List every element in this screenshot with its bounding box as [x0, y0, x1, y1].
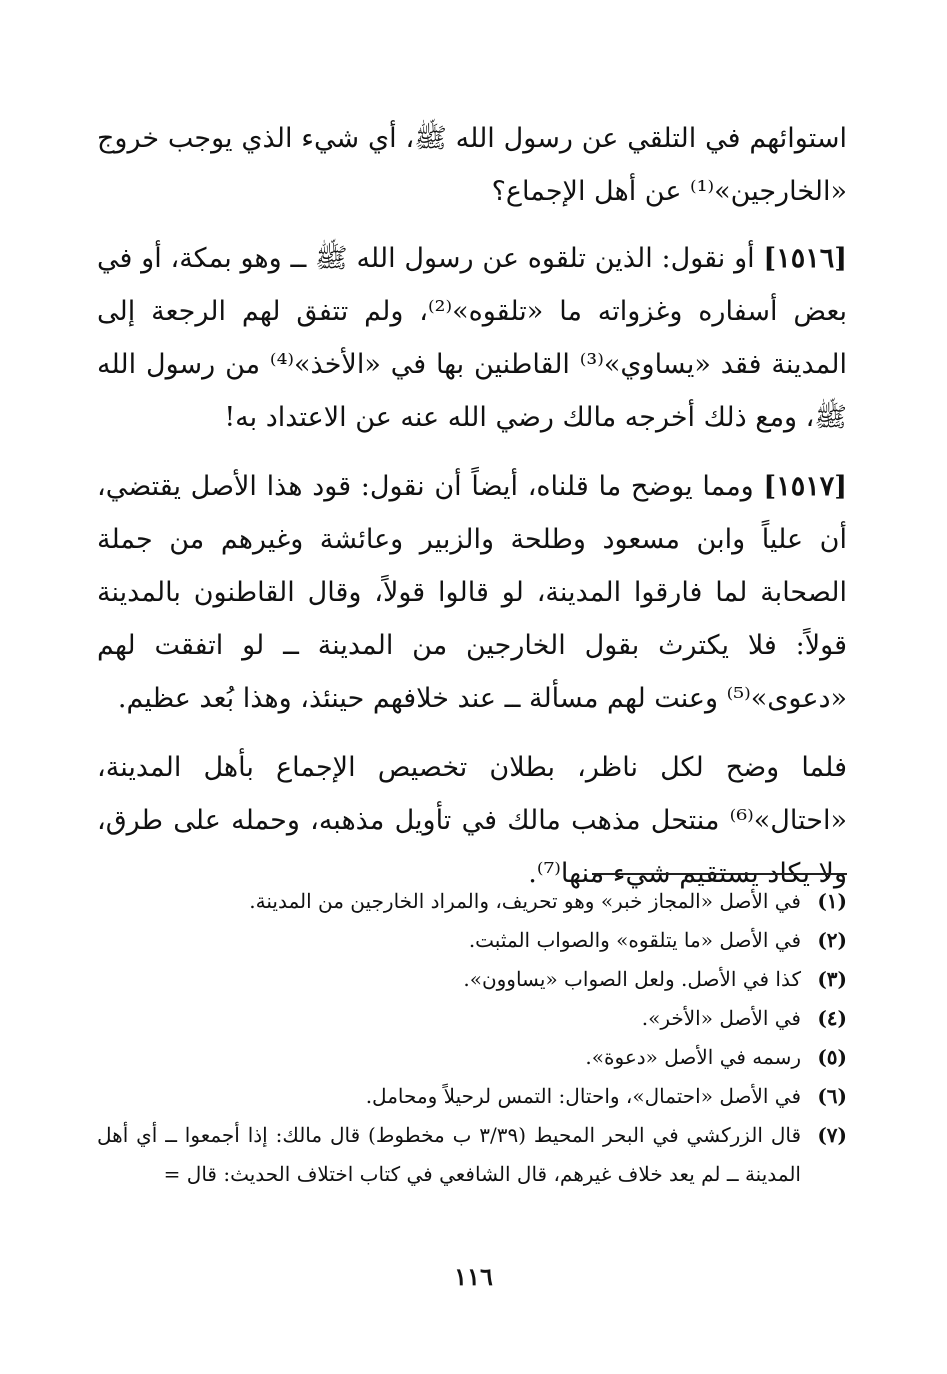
footnote-text: رسمه في الأصل «دعوة». [585, 1045, 801, 1069]
paragraph-number: [١٥١٦] [763, 243, 847, 274]
footnote-6 [97, 1077, 847, 1116]
footnote-text: في الأصل «احتمال»، واحتال: التمس لرحيلاً ومحامل. [365, 1084, 801, 1108]
page-number: ١١٦ [454, 1262, 493, 1291]
footnote-text: كذا في الأصل. ولعل الصواب «يساوون». [463, 967, 801, 991]
paragraph-text: أو نقول: الذين تلقوه عن رسول الله ﷺ ــ وهو بمكة، أو في بعض أسفاره وغزواته ما «تلقوه»⁽²⁾، ولم تتفق لهم الرجعة إلى المدينة فقد «يساوي»⁽³⁾ القاطنين بها في «الأخذ»⁽⁴⁾ من رسول الله ﷺ، ومع ذلك أخرجه مالك رضي الله عنه عن الاعتداد به! [97, 243, 848, 433]
footnotes [97, 882, 847, 1194]
footnote-number: (٢) [817, 928, 847, 952]
footnote-number: (١) [817, 889, 847, 913]
paragraph-1517 [97, 460, 847, 725]
footnote-text: في الأصل «ما يتلقوه» والصواب المثبت. [468, 928, 801, 952]
main-text [97, 112, 847, 916]
paragraph-1516 [97, 232, 847, 444]
paragraph-final [97, 741, 847, 900]
footnote-text: في الأصل «الأخر». [641, 1006, 801, 1030]
footnote-7 [97, 1116, 847, 1194]
footnote-number: (٧) [817, 1123, 847, 1147]
footnote-number: (٣) [817, 967, 847, 991]
paragraph-text: فلما وضح لكل ناظر، بطلان تخصيص الإجماع بأهل المدينة، «احتال»⁽⁶⁾ منتحل مذهب مالك في تأويل مذهبه، وحمله على طرق، ولا يكاد يستقيم شيء منها⁽⁷⁾. [97, 752, 847, 889]
footnote-separator [592, 873, 847, 875]
footnote-2 [97, 921, 847, 960]
footnote-number: (٤) [817, 1006, 847, 1030]
paragraph-1 [97, 112, 847, 218]
footnote-4 [97, 999, 847, 1038]
footnote-number: (٥) [817, 1045, 847, 1069]
footnote-3 [97, 960, 847, 999]
footnote-1 [97, 882, 847, 921]
footnote-text: في الأصل «المجاز خبر» وهو تحريف، والمراد الخارجين من المدينة. [249, 889, 801, 913]
paragraph-number: [١٥١٧] [763, 471, 847, 502]
footnote-text: قال الزركشي في البحر المحيط (٣/٣٩ ب مخطوط) قال مالك: إذا أجمعوا ــ أي أهل المدينة ــ لم يعد خلاف غيرهم، قال الشافعي في كتاب اختلاف الحديث: قال = [97, 1123, 802, 1186]
footnote-5 [97, 1038, 847, 1077]
paragraph-text: ومما يوضح ما قلناه، أيضاً أن نقول: قود هذا الأصل يقتضي، أن علياً وابن مسعود وطلحة والزبير وعائشة وغيرهم من جملة الصحابة لما فارقوا المدينة، لو قالوا قولاً، وقال القاطنون بالمدينة قولاً: فلا يكترث بقول الخارجين من المدينة ــ لو اتفقت لهم «دعوى»⁽⁵⁾ وعنت لهم مسألة ــ عند خلافهم حينئذ، وهذا بُعد عظيم. [97, 471, 847, 714]
footnote-number: (٦) [817, 1084, 847, 1108]
paragraph-text: استوائهم في التلقي عن رسول الله ﷺ، أي شيء الذي يوجب خروج «الخارجين»⁽¹⁾ عن أهل الإجماع؟ [97, 123, 847, 207]
